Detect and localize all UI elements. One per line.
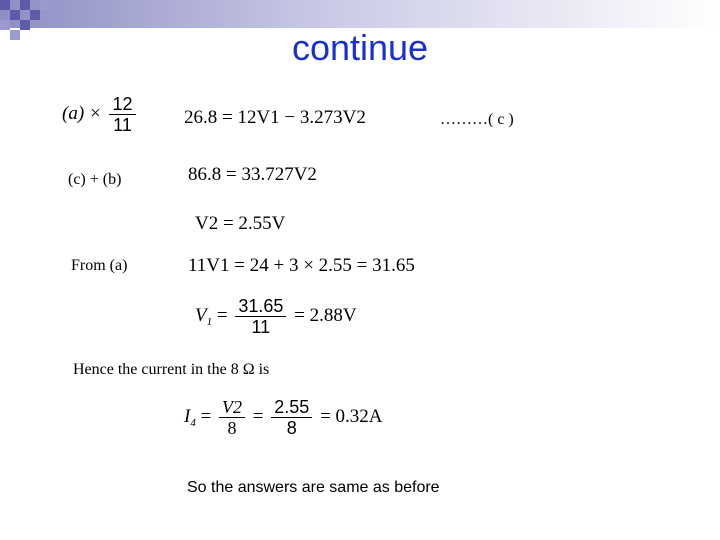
step1-equation: 26.8 = 12V1 − 3.273V2 (184, 107, 366, 128)
step5-result: = 2.88V (294, 304, 357, 326)
current-equation: $I_4$ = $\frac{V2}{8}$ = $\frac{2.55}{8}$ = 0.32A (184, 397, 383, 438)
step4-label: From (a) (71, 257, 128, 274)
current-fraction1-numerator: V2 (219, 397, 245, 418)
step1-label: (a) × (62, 102, 102, 124)
step1-fraction-denominator: 11 (113, 115, 132, 135)
step5-fraction-denominator: 11 (251, 317, 271, 337)
step2-label: (c) + (b) (68, 171, 122, 188)
decorative-top-band (0, 0, 720, 28)
step2-equation: 86.8 = 33.727V2 (188, 164, 317, 185)
step1-fraction (109, 94, 135, 135)
step3-equation: V2 = 2.55V (195, 213, 286, 234)
slide-title: continue (291, 27, 429, 68)
step1-fraction-numerator: 12 (109, 94, 135, 115)
step1-multiplier (62, 94, 139, 135)
step4-equation: 11V1 = 24 + 3 × 2.55 = 31.65 (188, 255, 415, 276)
current-result: = 0.32A (320, 405, 383, 427)
current-fraction-numeric (271, 397, 312, 438)
current-fraction2-denominator: 8 (286, 418, 297, 438)
closing-note: So the answers are same as before (187, 479, 440, 496)
equation-tag-c: ………( c ) (440, 111, 514, 128)
step5-fraction-numerator: 31.65 (235, 296, 286, 317)
step5-fraction (235, 296, 286, 337)
current-fraction-symbolic (219, 397, 245, 438)
current-statement: Hence the current in the 8 Ω is (73, 361, 270, 378)
step5-equation: $V_1$ = $\frac{31.65}{11}$ = 2.88V (195, 296, 357, 337)
current-fraction1-denominator: 8 (227, 418, 237, 438)
current-fraction2-numerator: 2.55 (271, 397, 312, 418)
